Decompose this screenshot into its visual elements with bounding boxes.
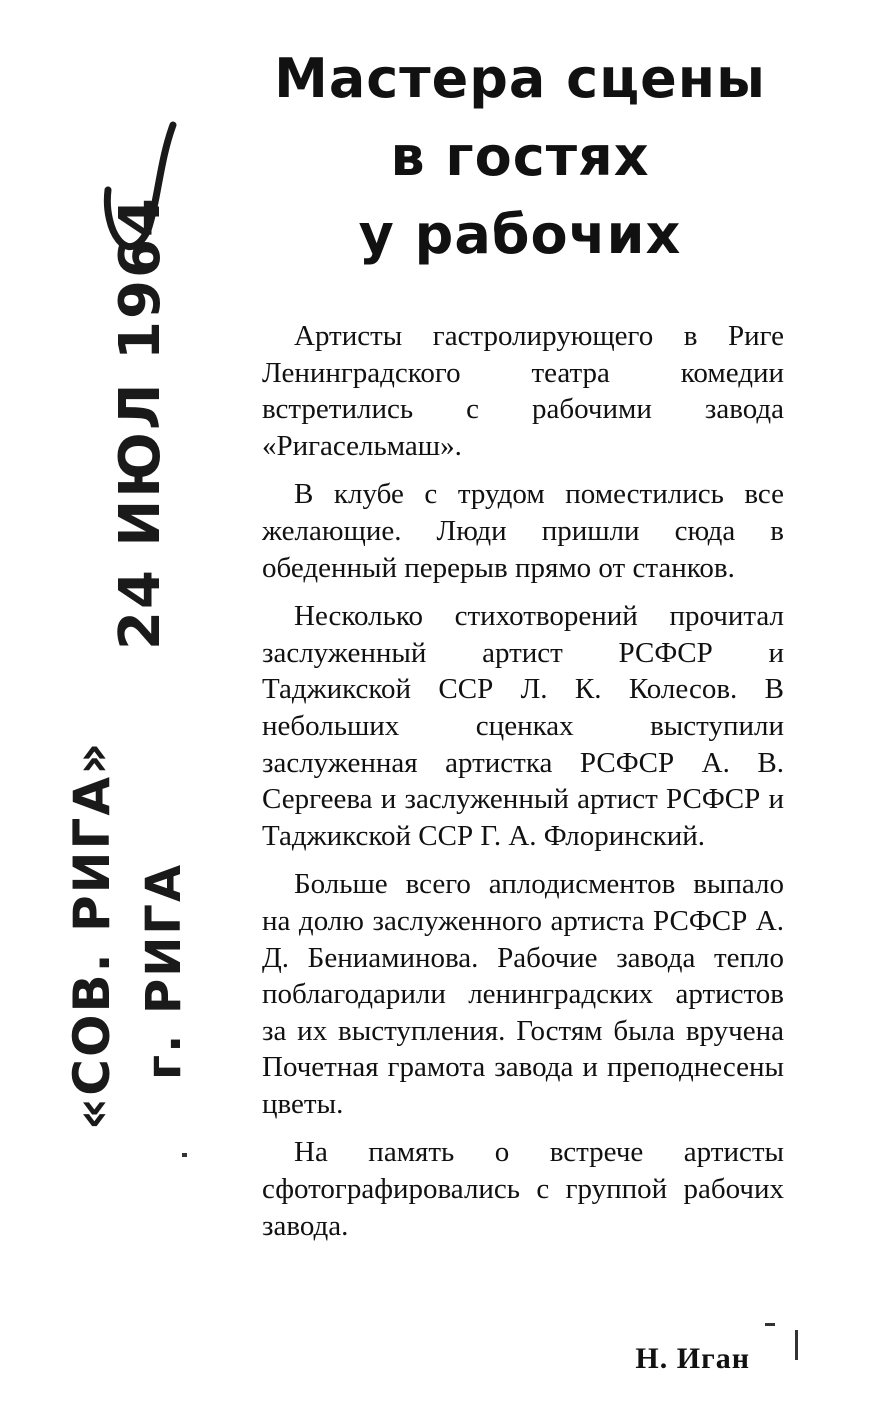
archive-stamp: [8, 180, 238, 1180]
article-body: [262, 318, 784, 1256]
stamp-city: г. РИГА: [136, 862, 192, 1080]
article-byline: Н. Иган: [635, 1342, 750, 1375]
scan-speck: [182, 1153, 187, 1157]
stamp-date: 24 ИЮЛ 1964: [108, 196, 173, 650]
article-paragraph-5: На память о встрече артисты сфотографировались с группой рабочих завода.: [262, 1136, 784, 1242]
scan-speck: [765, 1323, 775, 1326]
article-paragraph-3: Несколько стихотворений прочитал заслуженный артист РСФСР и Таджикской ССР Л. К. Колесов. В небольших сценках выступили заслуженная артистка РСФСР А. В. Сергеева и заслуженный артист РСФСР и Таджикской ССР Г. А. Флоринский.: [262, 600, 784, 852]
headline-line-1: Мастера сцены: [274, 47, 766, 110]
scan-speck: [795, 1330, 798, 1360]
article-headline: [255, 40, 785, 274]
article-paragraph-4: Больше всего аплодисментов выпало на долю заслуженного артиста РСФСР А. Д. Бениаминова. Рабочие завода тепло поблагодарили ленинградских артистов за их выступления. Гостям была вручена Почетная грамота завода и преподнесены цветы.: [262, 868, 784, 1120]
stamp-newspaper-name: «СОВ. РИГА»: [63, 740, 121, 1130]
article-paragraph-1: Артисты гастролирующего в Риге Ленинградского театра комедии встретились с рабочими завода «Ригасельмаш».: [262, 320, 784, 462]
headline-line-2: в гостях: [390, 125, 650, 188]
headline-line-3: у рабочих: [358, 203, 682, 266]
article-paragraph-2: В клубе с трудом поместились все желающие. Люди пришли сюда в обеденный перерыв прямо от станков.: [262, 478, 784, 584]
